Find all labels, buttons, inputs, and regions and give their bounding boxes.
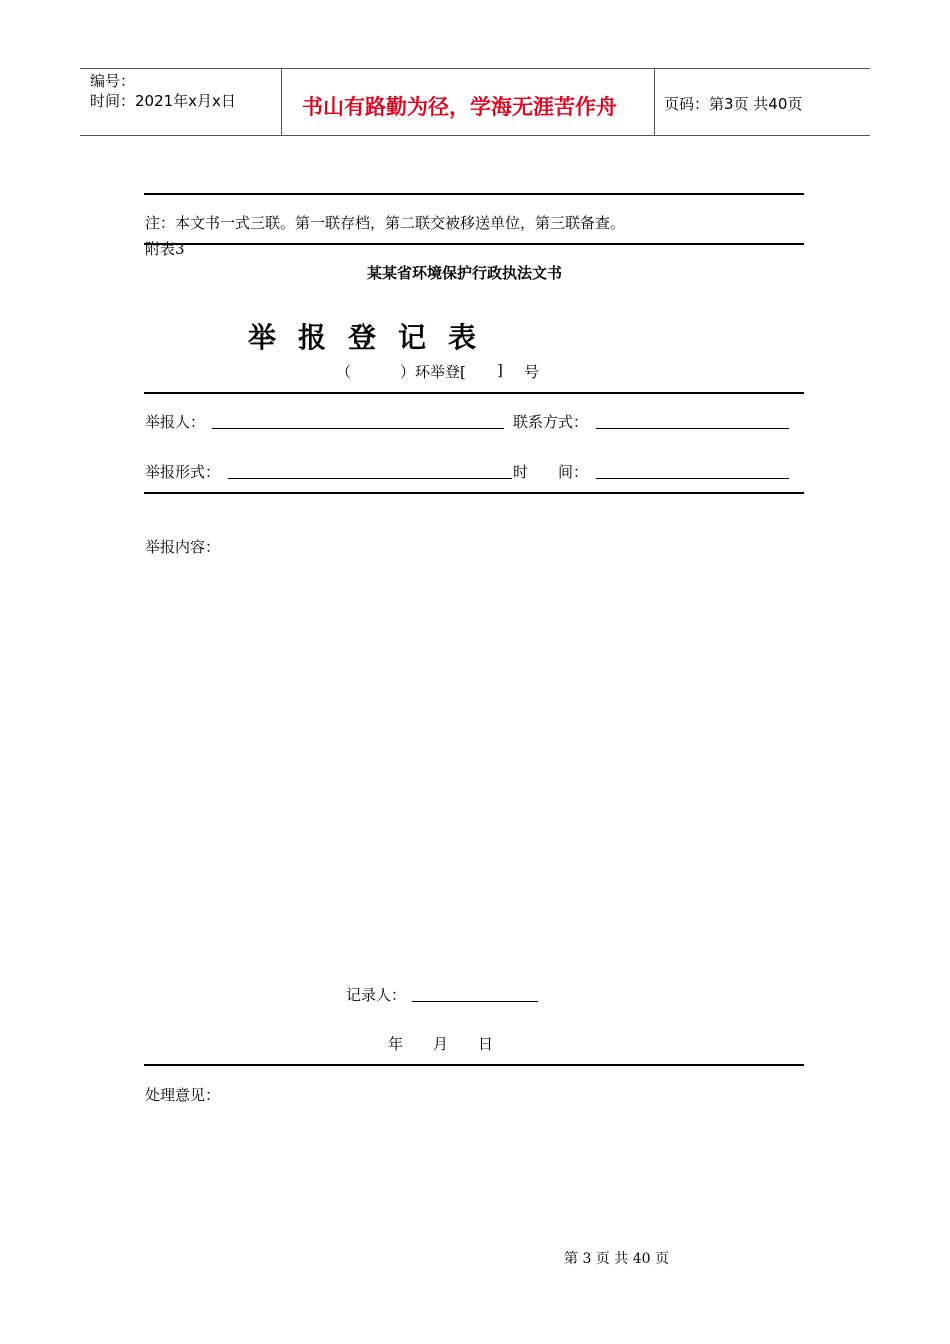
fields-bottom-rule — [144, 492, 804, 494]
contact-label: 联系方式： — [513, 413, 589, 431]
header-top-rule — [80, 68, 870, 69]
note-top-rule — [144, 193, 804, 195]
document-subtitle: 某某省环境保护行政执法文书 — [367, 264, 563, 282]
doc-number-open: （ — [336, 363, 352, 381]
report-time-field-line[interactable] — [596, 478, 789, 479]
document-title: 举报登记表 — [248, 321, 499, 354]
note-text: 注：本文书一式三联。第一联存档，第二联交被移送单位，第三联备查。 — [145, 214, 626, 232]
contact-field-line[interactable] — [596, 428, 789, 429]
reporter-field-line[interactable] — [212, 428, 504, 429]
header-page-label: 页码：第3页 共40页 — [664, 95, 803, 113]
appendix-label: 附表3 — [145, 240, 185, 258]
doc-number-close: ] — [497, 361, 503, 379]
doc-number-middle: ）环举登[ — [400, 363, 466, 381]
recorder-label: 记录人： — [346, 986, 407, 1004]
header-time-label: 时间：2021年x月x日 — [90, 92, 236, 110]
report-content-label: 举报内容： — [145, 538, 221, 556]
header-divider-right — [654, 68, 655, 136]
handling-top-rule — [144, 1064, 804, 1066]
record-date: 年 月 日 — [388, 1035, 494, 1053]
page-footer: 第 3 页 共 40 页 — [564, 1251, 669, 1267]
handling-opinion-label: 处理意见： — [145, 1086, 221, 1104]
fields-top-rule — [144, 392, 804, 394]
header-bottom-rule — [80, 135, 870, 136]
recorder-field-line[interactable] — [412, 1001, 538, 1002]
report-time-label: 时 间： — [513, 463, 589, 481]
report-form-field-line[interactable] — [228, 478, 512, 479]
header-motto: 书山有路勤为径，学海无涯苦作舟 — [302, 95, 617, 119]
report-form-label: 举报形式： — [145, 463, 221, 481]
reporter-label: 举报人： — [145, 413, 206, 431]
header-number-label: 编号： — [90, 72, 136, 90]
header-divider-left — [281, 68, 282, 136]
doc-number-suffix: 号 — [524, 363, 540, 381]
note-bottom-rule — [144, 243, 804, 245]
